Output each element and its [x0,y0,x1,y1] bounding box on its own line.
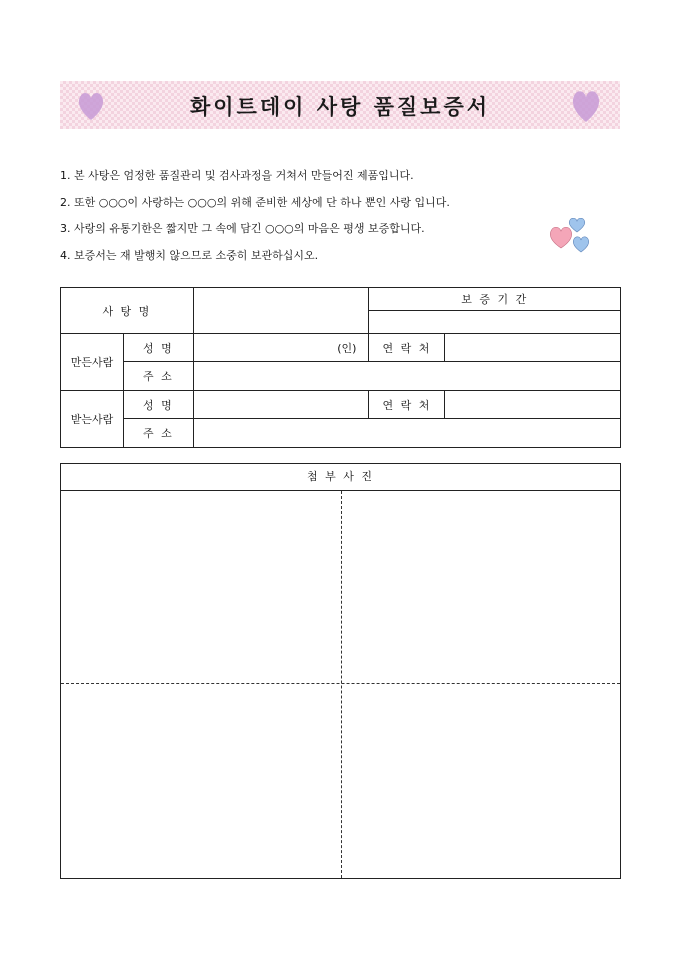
photo-attachment-box [60,463,621,879]
maker-contact-field[interactable] [445,334,621,362]
warranty-period-field[interactable] [369,311,621,334]
photo-divider-vertical [341,491,342,878]
candy-name-label: 사 탕 명 [61,288,194,334]
maker-contact-label: 연 락 처 [369,334,445,362]
receiver-contact-field[interactable] [445,391,621,419]
note-1: 1. 본 사탕은 엄정한 품질관리 및 검사과정을 거쳐서 만들어진 제품입니다. [60,169,414,182]
receiver-address-field[interactable] [193,419,620,448]
heart-icon [570,85,602,125]
receiver-name-label: 성 명 [123,391,193,419]
receiver-contact-label: 연 락 처 [369,391,445,419]
receiver-name-field[interactable] [193,391,369,419]
maker-name-label: 성 명 [123,334,193,362]
maker-address-field[interactable] [193,362,620,391]
receiver-address-label: 주 소 [123,419,193,448]
maker-address-label: 주 소 [123,362,193,391]
note-3: 3. 사랑의 유통기한은 짧지만 그 속에 담긴 ○○○의 마음은 평생 보증합니다. [60,222,425,235]
title-banner [60,81,620,129]
candy-name-field[interactable] [193,288,369,334]
info-table [60,287,621,448]
maker-label: 만든사람 [61,334,124,391]
warranty-period-label: 보 증 기 간 [369,288,621,311]
receiver-label: 받는사람 [61,391,124,448]
hearts-icon [548,218,594,256]
document-title: 화이트데이 사탕 품질보증서 [189,94,491,119]
photo-divider-horizontal [61,683,620,684]
note-4: 4. 보증서는 재 발행치 않으므로 소중히 보관하십시오. [60,248,319,262]
photo-header: 첨 부 사 진 [61,464,620,491]
maker-name-field[interactable] [193,334,369,362]
note-2: 2. 또한 ○○○이 사랑하는 ○○○의 위해 준비한 세상에 단 하나 뿐인 사랑 입니다. [60,195,450,209]
seal-label: (인) [337,341,357,355]
notes-list [60,163,620,269]
